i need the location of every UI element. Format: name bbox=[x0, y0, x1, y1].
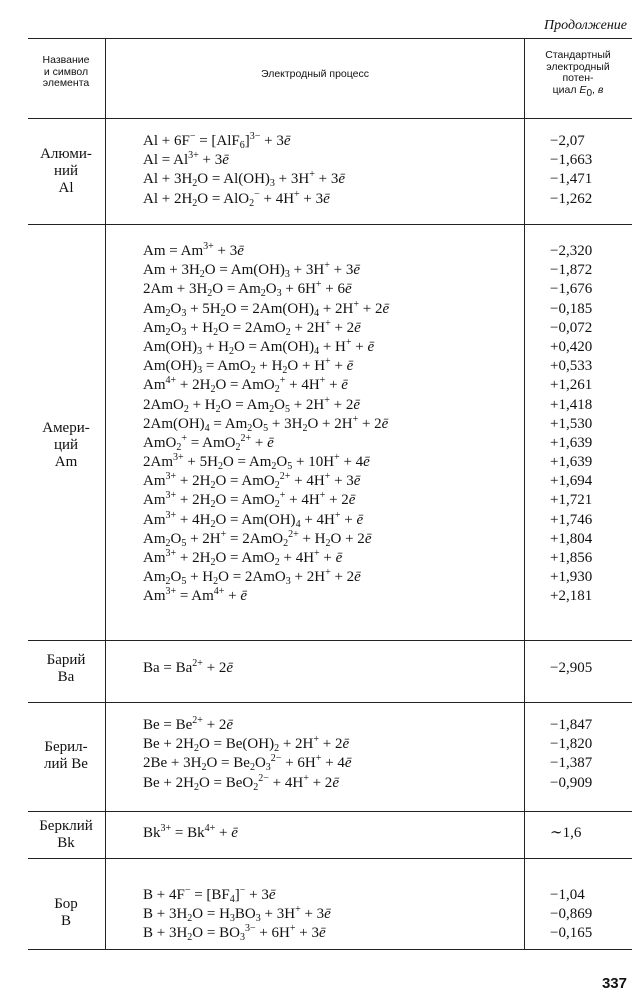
continued-label: Продолжение bbox=[544, 18, 627, 33]
table-top-rule bbox=[28, 38, 632, 39]
process-row: AmO$_2$+ = AmO$_2^{2+}$ + ē bbox=[143, 432, 274, 453]
potential-value: −1,663 bbox=[550, 152, 593, 169]
group-divider bbox=[28, 702, 632, 703]
potential-value: −1,387 bbox=[550, 755, 593, 772]
header-electrode-process: Электродный процесс bbox=[261, 68, 369, 80]
process-row: $Al + 6F^- = [AlF_6]^{3-}$ + 3ē bbox=[143, 131, 291, 151]
element-name-line: лий Be bbox=[44, 756, 88, 772]
process-row: $2Am^{3+} + 5H_2O = Am_2O_5 + 10H^+$ + 4ē bbox=[143, 452, 370, 473]
potential-value: −2,07 bbox=[550, 133, 585, 149]
element-name-line: ний bbox=[53, 163, 79, 179]
process-row: $B + 4F^- = [BF_4]^-$ + 3ē bbox=[143, 885, 276, 905]
potential-value: +1,261 bbox=[550, 377, 593, 394]
potential-value: +1,721 bbox=[550, 492, 593, 509]
potential-value: +1,746 bbox=[550, 511, 593, 528]
process-row: $Al = Al^{3+}$ + 3ē bbox=[143, 150, 229, 169]
header-rule bbox=[28, 118, 632, 119]
process-row: $2AmO_2 + H_2O = Am_2O_5 + 2H^+$ + 2ē bbox=[143, 394, 361, 415]
element-name-line: Берклий bbox=[39, 818, 93, 834]
potential-value: +1,804 bbox=[550, 530, 593, 547]
element-label-aluminium bbox=[28, 146, 104, 197]
potential-value: +0,533 bbox=[550, 358, 593, 375]
process-list-beryllium bbox=[143, 716, 352, 793]
process-row: $2Am(OH)_4 = Am_2O_5 + 3H_2O + 2H^+$ + 2ē bbox=[143, 413, 389, 434]
potential-list-barium bbox=[550, 659, 592, 678]
process-row: $Am = Am^{3+}$ + 3ē bbox=[143, 241, 244, 259]
process-row: $Be + 2H_2O = Be(OH)_2 + 2H^+$ + 2ē bbox=[143, 734, 350, 755]
header-standard-potential bbox=[524, 49, 632, 99]
header-line: Стандартный bbox=[545, 49, 611, 61]
process-list-boron bbox=[143, 886, 331, 944]
element-name-line: Барий bbox=[46, 652, 86, 668]
element-name-line: ций bbox=[53, 437, 79, 453]
potential-value: −0,909 bbox=[550, 774, 593, 791]
process-row: $Be + 2H_2O = BeO_2^{2-} + 4H^+$ + 2ē bbox=[143, 772, 339, 793]
potential-value: +1,856 bbox=[550, 550, 593, 566]
potential-value: −1,872 bbox=[550, 262, 593, 279]
potential-value: −1,676 bbox=[550, 281, 593, 298]
process-row: $Am_2O_3 + 5H_2O = 2Am(OH)_4 + 2H^+$ + 2ē bbox=[143, 298, 390, 319]
column-divider bbox=[105, 38, 106, 950]
group-divider bbox=[28, 858, 632, 859]
potential-list-boron bbox=[550, 886, 592, 944]
element-label-berkelium bbox=[28, 818, 104, 852]
table-bottom-rule bbox=[28, 949, 632, 950]
potentials-table bbox=[28, 38, 632, 950]
header-element-name bbox=[28, 55, 104, 90]
element-label-americium bbox=[28, 420, 104, 471]
process-row: $Am_2O_5 + 2H^+ = 2AmO_2^{2+} + H_2O$ + 2ē bbox=[143, 528, 372, 549]
potential-value: −0,185 bbox=[550, 300, 593, 317]
potential-value: +1,530 bbox=[550, 415, 593, 432]
process-row: $Al + 3H_2O = Al(OH)_3 + 3H^+$ + 3ē bbox=[143, 169, 345, 190]
element-label-beryllium bbox=[28, 739, 104, 773]
potential-value: +1,930 bbox=[550, 569, 593, 586]
process-row: $Be = Be^{2+}$ + 2ē bbox=[143, 715, 234, 733]
element-name-line: Бор bbox=[54, 896, 78, 912]
element-label-barium bbox=[28, 652, 104, 686]
column-divider bbox=[524, 38, 525, 950]
process-row: $Bk^{3+} = Bk^{4+}$ + ē bbox=[143, 823, 238, 841]
potential-value: +1,639 bbox=[550, 434, 593, 451]
element-label-boron bbox=[28, 896, 104, 930]
header-line: электродный bbox=[546, 60, 610, 73]
element-name-line: Алюми- bbox=[40, 146, 92, 162]
potential-value: −1,262 bbox=[550, 190, 593, 207]
potential-list-americium bbox=[550, 242, 592, 607]
process-row: $Am^{3+} + 4H_2O = Am(OH)_4 + 4H^+$ + ē bbox=[143, 509, 364, 530]
process-row: $Am^{3+} = Am^{4+}$ + ē bbox=[143, 586, 248, 605]
potential-value: +1,639 bbox=[550, 454, 593, 471]
group-divider bbox=[28, 811, 632, 812]
process-row: $Am + 3H_2O = Am(OH)_3 + 3H^+$ + 3ē bbox=[143, 260, 360, 281]
element-name-line: Амери- bbox=[42, 420, 90, 436]
element-symbol: Bk bbox=[57, 835, 75, 851]
header-line: циал $E_0$, в bbox=[552, 83, 604, 99]
potential-value: +1,418 bbox=[550, 396, 593, 413]
potential-value: −2,320 bbox=[550, 243, 593, 259]
potential-value: −1,820 bbox=[550, 736, 593, 753]
potential-list-berkelium bbox=[550, 824, 581, 843]
potential-value: +2,181 bbox=[550, 588, 593, 605]
potential-value: −1,471 bbox=[550, 171, 593, 188]
header-line: элемента bbox=[42, 77, 90, 89]
group-divider bbox=[28, 224, 632, 225]
potential-value: ∼1,6 bbox=[550, 825, 582, 841]
process-row: $2Am + 3H_2O = Am_2O_3 + 6H^+$ + 6ē bbox=[143, 279, 352, 300]
potential-list-aluminium bbox=[550, 132, 592, 209]
process-row: $Am(OH)_3 = AmO_2 + H_2O + H^+$ + ē bbox=[143, 356, 354, 377]
group-divider bbox=[28, 640, 632, 641]
header-line: потен- bbox=[562, 72, 594, 84]
process-row: $Am_2O_5 + H_2O = 2AmO_3 + 2H^+$ + 2ē bbox=[143, 567, 361, 588]
process-row: $Am_2O_3 + H_2O = 2AmO_2 + 2H^+$ + 2ē bbox=[143, 317, 361, 338]
page-number: 337 bbox=[601, 975, 627, 992]
element-symbol: Am bbox=[54, 454, 78, 470]
header-line: и символ bbox=[43, 65, 89, 78]
potential-value: −1,04 bbox=[550, 887, 585, 903]
process-list-americium bbox=[143, 242, 389, 607]
process-row: $Am(OH)_3 + H_2O = Am(OH)_4 + H^+$ + ē bbox=[143, 336, 375, 357]
process-row: $Am^{3+} + 2H_2O = AmO_2^{2+} + 4H^+$ + 3ē bbox=[143, 471, 361, 492]
process-row: $2Be + 3H_2O = Be_2O_3^{2-} + 6H^+$ + 4ē bbox=[143, 753, 352, 774]
process-row: $B + 3H_2O = BO_3^{3-} + 6H^+$ + 3ē bbox=[143, 923, 326, 944]
process-list-barium bbox=[143, 659, 233, 678]
potential-value: −0,869 bbox=[550, 906, 593, 923]
element-name-line: Берил- bbox=[44, 739, 88, 755]
process-row: $Al + 2H_2O = AlO_2^- + 4H^+$ + 3ē bbox=[143, 188, 330, 209]
potential-value: −2,905 bbox=[550, 660, 593, 676]
process-row: $Am^{3+} + 2H_2O = AmO_2 + 4H^+$ + ē bbox=[143, 548, 343, 568]
process-row: $Am^{3+} + 2H_2O = AmO_2^+ + 4H^+$ + 2ē bbox=[143, 490, 356, 511]
potential-list-beryllium bbox=[550, 716, 592, 793]
element-symbol: Al bbox=[58, 180, 74, 196]
potential-value: −0,072 bbox=[550, 319, 593, 336]
potential-value: +0,420 bbox=[550, 338, 593, 355]
potential-value: −0,165 bbox=[550, 925, 593, 942]
process-row: $Ba = Ba^{2+}$ + 2ē bbox=[143, 658, 234, 676]
process-row: $Am^{4+} + 2H_2O = AmO_2^+ + 4H^+$ + ē bbox=[143, 375, 348, 396]
potential-value: +1,694 bbox=[550, 473, 593, 490]
process-list-berkelium bbox=[143, 824, 238, 843]
element-symbol: Ba bbox=[57, 669, 75, 685]
process-list-aluminium bbox=[143, 132, 345, 209]
process-row: $B + 3H_2O = H_3BO_3 + 3H^+$ + 3ē bbox=[143, 904, 331, 925]
header-line: Название bbox=[42, 54, 90, 66]
potential-value: −1,847 bbox=[550, 717, 593, 733]
element-symbol: B bbox=[60, 913, 71, 929]
